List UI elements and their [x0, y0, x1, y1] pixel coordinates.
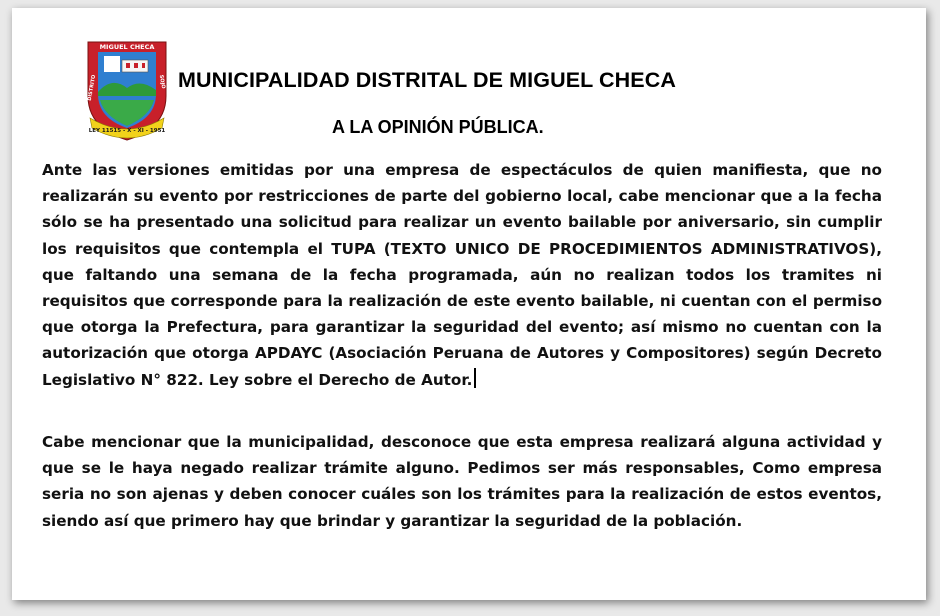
text-cursor — [474, 368, 476, 388]
crest-text-right: SOJO — [157, 74, 167, 90]
crest-text-bottom: LEY 11515 - X - XI - 1951 — [88, 128, 166, 134]
document-subtitle: A LA OPINIÓN PÚBLICA. — [332, 117, 544, 137]
paragraph-1-text: Ante las versiones emitidas por una empresa de espectáculos de quien manifiesta, que no realizarán su evento por restricciones de parte del gobierno local, cabe mencionar que a la fecha sólo se ha presentado una solicitud para realizar un evento bailable por aniversario, sin cumplir los requisitos que contempla el TUPA (TEXTO UNICO DE PROCEDIMIENTOS ADMINISTRATIVOS), que faltando una semana de la fecha programada, aún no realizan todos los tramites ni requisitos que corresponde para la realización de este evento bailable, ni cuentan con el permiso que otorga la Prefectura, para garantizar la seguridad del evento; así mismo no cuentan con la autorización que otorga APDAYC (Asociación Peruana de Autores y Compositores) según Decreto Legislativo N° 822. Ley sobre el Derecho de Autor. — [42, 161, 882, 389]
crest-text-top: MIGUEL CHECA — [99, 43, 155, 51]
crest-text-left: DISTRITO — [86, 74, 98, 102]
document-title: MUNICIPALIDAD DISTRITAL DE MIGUEL CHECA — [178, 68, 677, 92]
municipal-coat-of-arms-icon — [82, 36, 172, 144]
paragraph-1 — [42, 157, 882, 393]
document-page — [12, 8, 926, 600]
paragraph-2: Cabe mencionar que la municipalidad, desconoce que esta empresa realizará alguna actividad y que se le haya negado realizar trámite alguno. Pedimos ser más responsables, Como empresa seria no son ajenas y deben conocer cuáles son los trámites para la realización de estos eventos, siendo así que primero hay que brindar y garantizar la seguridad de la población. — [42, 433, 882, 530]
